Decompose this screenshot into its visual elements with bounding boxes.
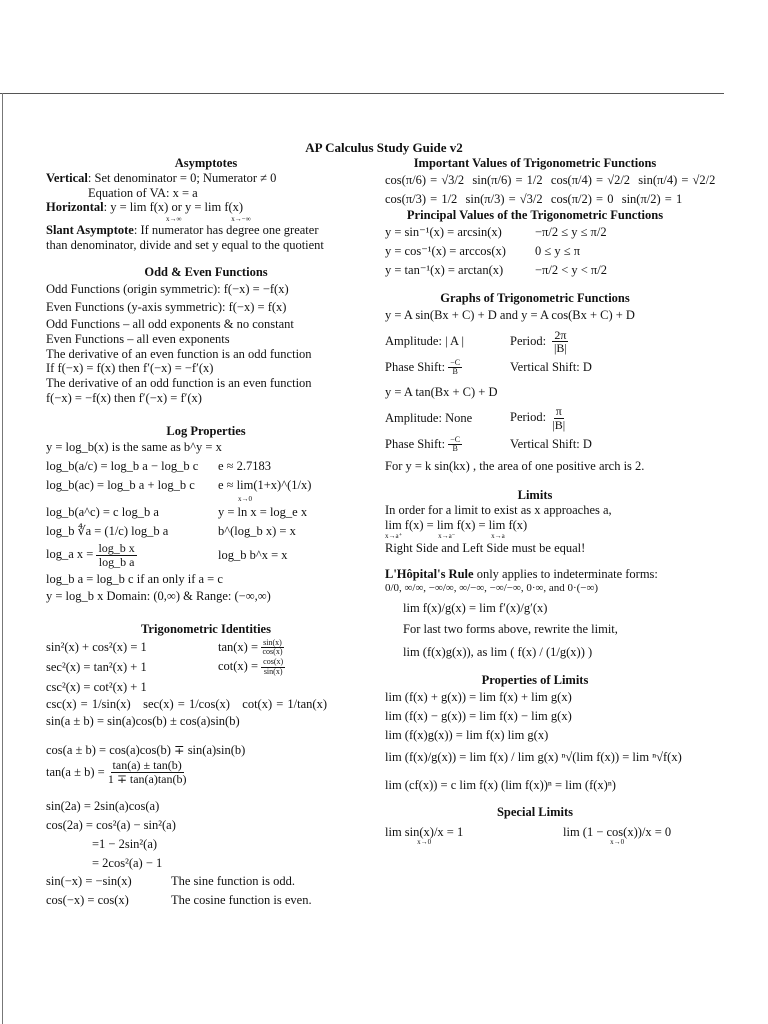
horizontal-limit-subscripts [46,215,366,223]
change-base-fraction [96,542,136,568]
tan-label: tan(x) = [218,639,259,654]
trig-value: cos(π/4) = √2/2 [550,172,631,187]
trig-value: cos(π/6) = √3/2 [385,172,465,187]
special-limits-row [385,826,685,846]
graph-equation-tan: y = A tan(Bx + C) + D [385,384,498,399]
slant-label: Slant Asymptote [46,223,134,238]
trig-id-pair [46,658,366,676]
heading-trig-identities: Trigonometric Identities [141,621,271,636]
heading-log-properties: Log Properties [166,423,246,438]
log-pair [46,522,366,541]
heading-principal-values: Principal Values of the Trigonometric Functions [406,208,664,223]
odd-even-line: f(−x) = −f(x) then f′(−x) = f′(x) [46,390,202,405]
period-2-fraction [552,405,565,431]
phase-num: −C [450,434,461,444]
amplitude-1: Amplitude: | A | [385,334,464,349]
e-limit-subscript: x→0 [238,494,252,503]
reciprocal-identities [46,697,366,712]
odd-even-line: The derivative of an odd function is an even function [46,376,312,390]
trig-value: sin(π/6) = 1/2 [472,172,543,187]
log-pair [46,503,366,522]
special-limit-sin-text: lim sin(x)/x = 1 [385,825,464,840]
tan-sum-den: 1 ∓ tan(a)tan(b) [107,771,187,786]
odd-even-line: Odd Functions – all odd exponents & no constant [46,317,294,331]
limit-property: lim (cf(x)) = c lim f(x) (lim f(x))ⁿ = lim (f(x)ⁿ) [385,777,616,792]
principal-range: −π/2 < y < π/2 [535,262,607,277]
document-title: AP Calculus Study Guide v2 [305,140,463,155]
sub-neg-inf: x→−∞ [231,215,251,223]
double-angle: =1 − 2sin²(a) [92,836,158,851]
change-base-left: log_a x = [46,547,94,562]
principal-row [385,261,685,280]
special-limit-cos-expr [563,826,671,846]
heading-limit-properties: Properties of Limits [481,673,589,688]
phase-num: −C [450,357,461,367]
indeterminate-forms: 0/0, ∞/∞, −∞/∞, ∞/−∞, −∞/−∞, 0·∞, and 0·(−∞) [385,582,599,595]
tan-fraction [261,639,284,657]
odd-even-line: If f(−x) = f(x) then f′(−x) = −f′(x) [46,361,214,376]
heading-asymptotes: Asymptotes [174,156,238,170]
principal-function: y = cos⁻¹(x) = arccos(x) [385,243,506,258]
tan-num: sin(x) [263,637,282,647]
principal-function: y = tan⁻¹(x) = arctan(x) [385,262,504,277]
parity-identity: sin(−x) = −sin(x) [46,874,132,889]
phase-label: Phase Shift: [385,359,446,374]
pythagorean-2: sec²(x) = tan²(x) + 1 [46,659,147,674]
phase-den: B [452,367,458,377]
sin-sum-identity: sin(a ± b) = sin(a)cos(b) ± cos(a)sin(b) [46,713,240,728]
period-label: Period: [510,333,547,348]
period-2-den: |B| [552,418,566,433]
parity-identity: cos(−x) = cos(x) [46,893,129,908]
graph-equation-sin-cos: y = A sin(Bx + C) + D and y = A cos(Bx + C) + D [385,308,635,322]
log-fact: e ≈ lim(1+x)^(1/x) [218,477,312,492]
odd-even-line: Even Functions (y-axis symmetric): f(−x) = f(x) [46,300,287,315]
page-left-rule [2,93,3,1024]
period-2-num: π [555,404,562,419]
equation-va: Equation of VA: x = a [88,185,198,200]
cot-identity [218,658,285,676]
log-rule: log_b(ac) = log_b a + log_b c [46,477,195,492]
tan-sum-num: tan(a) ± tan(b) [112,758,182,773]
cot-den: sin(x) [263,666,283,676]
left-column [46,156,366,910]
cos-sum-identity: cos(a ± b) = cos(a)cos(b) ∓ sin(a)sin(b) [46,742,246,757]
log-fact: y = ln x = log_e x [218,504,308,519]
tan-sum-identity [46,759,366,785]
period-1-num: 2π [554,327,567,342]
period-1-den: |B| [553,341,567,356]
log-domain: y = log_b x Domain: (0,∞) & Range: (−∞,∞) [46,589,271,604]
trig-values-row [385,190,685,209]
vertical-text: : Set denominator = 0; Numerator ≠ 0 [87,170,277,185]
csc-reciprocal: csc(x) = 1/sin(x) [46,697,131,711]
special-limit-sub: x→0 [610,837,625,846]
phase-shift-1 [385,359,510,377]
log-definition: y = log_b(x) is the same as b^y = x [46,440,222,455]
limit-equation: lim f(x) = lim f(x) = lim f(x) [385,517,528,532]
trig-id-pair [46,639,366,657]
special-limit-sin-expr [385,826,463,846]
slant-text: : If numerator has degree one greater [133,223,319,238]
vertical-shift-1: Vertical Shift: D [510,360,592,375]
tan-identity [218,639,284,657]
special-limit-sin [385,826,563,846]
log-change-of-base [46,542,366,568]
lhopital-note: For last two forms above, rewrite the limit, [403,621,618,636]
phase-vshift-row [385,359,685,377]
tan-sum-left: tan(a ± b) = [46,764,105,779]
cot-fraction [261,658,285,676]
principal-row [385,223,685,242]
heading-trig-graphs: Graphs of Trigonometric Functions [440,291,630,306]
vertical-label: Vertical [46,170,88,185]
log-fact: e ≈ 2.7183 [218,459,272,473]
page-top-rule [0,93,724,94]
cot-reciprocal: cot(x) = 1/tan(x) [242,697,327,711]
parity-row [46,891,366,910]
limit-property: lim (f(x) − g(x)) = lim f(x) − lim g(x) [385,708,572,723]
phase-label: Phase Shift: [385,436,446,451]
trig-value: cos(π/2) = 0 [550,191,614,206]
limit-property: lim (f(x)g(x)) = lim f(x) lim g(x) [385,727,549,742]
pythagorean-1: sin²(x) + cos²(x) = 1 [46,640,147,655]
parity-row [46,872,366,891]
sub-right: x→a⁺ [385,532,403,541]
principal-range: −π/2 ≤ y ≤ π/2 [535,225,607,239]
amplitude-2: Amplitude: None [385,411,473,426]
slant-asymptote [46,223,366,238]
principal-function: y = sin⁻¹(x) = arcsin(x) [385,225,502,239]
sub-both: x→a [491,532,505,541]
change-base-den: log_b a [98,554,135,569]
phase-vshift-row [385,436,685,454]
change-base-num: log_b x [98,541,135,556]
heading-special-limits: Special Limits [496,805,574,820]
double-angle: = 2cos²(a) − 1 [92,855,163,870]
change-base-right: log_b b^x = x [218,547,288,562]
heading-limits: Limits [517,488,553,503]
log-fact: b^(log_b x) = x [218,523,296,538]
heading-trig-values: Important Values of Trigonometric Functions [413,156,657,170]
odd-even-line: Odd Functions (origin symmetric): f(−x) = −f(x) [46,281,289,296]
special-limit-sub: x→0 [417,837,432,846]
amp-period-row [385,329,685,355]
odd-even-line: The derivative of an even function is an odd function [46,346,312,361]
cot-label: cot(x) = [218,659,259,674]
double-angle: sin(2a) = 2sin(a)cos(a) [46,799,160,814]
phase-den: B [452,444,458,454]
trig-value: sin(π/3) = √3/2 [465,191,543,206]
horizontal-text: : y = lim f(x) or y = lim f(x) [103,200,244,215]
limit-equal-note: Right Side and Left Side must be equal! [385,540,586,555]
amp-period-row [385,405,685,431]
period-label: Period: [510,410,547,425]
period-1 [510,329,568,355]
sec-reciprocal: sec(x) = 1/cos(x) [143,697,230,711]
right-column [385,156,716,846]
principal-range: 0 ≤ y ≤ π [535,243,581,258]
trig-value: sin(π/4) = √2/2 [638,172,716,187]
phase-shift-2 [385,436,510,454]
limit-property: lim (f(x)/g(x)) = lim f(x) / lim g(x) ⁿ√(lim f(x)) = lim ⁿ√f(x) [385,750,682,765]
log-pair [46,476,366,495]
sub-pos-inf: x→∞ [166,215,182,223]
trig-value: sin(π/2) = 1 [621,191,683,206]
log-rule: log_b(a^c) = c log_b a [46,504,159,519]
parity-note: The cosine function is even. [171,893,312,908]
tan-den: cos(x) [262,647,283,657]
lhopital-rewrite: lim (f(x)g(x)), as lim ( f(x) / (1/g(x)) ) [403,644,593,659]
special-limit-cos-text: lim (1 − cos(x))/x = 0 [563,825,672,840]
change-base-rule [46,542,218,568]
lhopital-text: only applies to indeterminate forms: [473,567,658,582]
phase-fraction [448,436,462,454]
odd-even-line: Even Functions – all even exponents [46,331,230,346]
horizontal-label: Horizontal [46,200,104,215]
log-rule: log_b(a/c) = log_b a − log_b c [46,459,199,473]
log-rule: log_b ∜a = (1/c) log_b a [46,523,169,538]
trig-value: cos(π/3) = 1/2 [385,191,458,206]
log-equality: log_b a = log_b c if an only if a = c [46,572,223,587]
principal-row [385,242,685,261]
phase-fraction [448,359,462,377]
horizontal-asymptote [46,200,366,215]
vertical-shift-2: Vertical Shift: D [510,437,592,452]
lhopital-label: L'Hôpital's Rule [385,567,474,582]
lhopital-rule: lim f(x)/g(x) = lim f′(x)/g′(x) [403,601,548,616]
double-angle: cos(2a) = cos²(a) − sin²(a) [46,818,176,833]
special-limit-cos [563,826,671,846]
parity-note: The sine function is odd. [171,874,295,889]
limit-existence: In order for a limit to exist as x approaches a, [385,502,612,517]
vertical-asymptote [46,171,366,186]
limit-subscripts [385,532,685,540]
period-2 [510,405,565,431]
period-1-fraction [552,329,568,355]
sub-left: x→a⁻ [438,532,456,541]
tan-sum-fraction [108,759,187,785]
pythagorean-3: csc²(x) = cot²(x) + 1 [46,680,147,695]
trig-values-row [385,171,716,190]
cot-num: cos(x) [263,657,284,667]
lhopital-intro [385,567,685,582]
slant-text-2: than denominator, divide and set y equal to the quotient [46,238,324,252]
arch-area-note: For y = k sin(kx) , the area of one positive arch is 2. [385,459,645,474]
log-pair [46,457,366,476]
limit-property: lim (f(x) + g(x)) = lim f(x) + lim g(x) [385,690,572,705]
heading-odd-even: Odd & Even Functions [144,264,268,279]
